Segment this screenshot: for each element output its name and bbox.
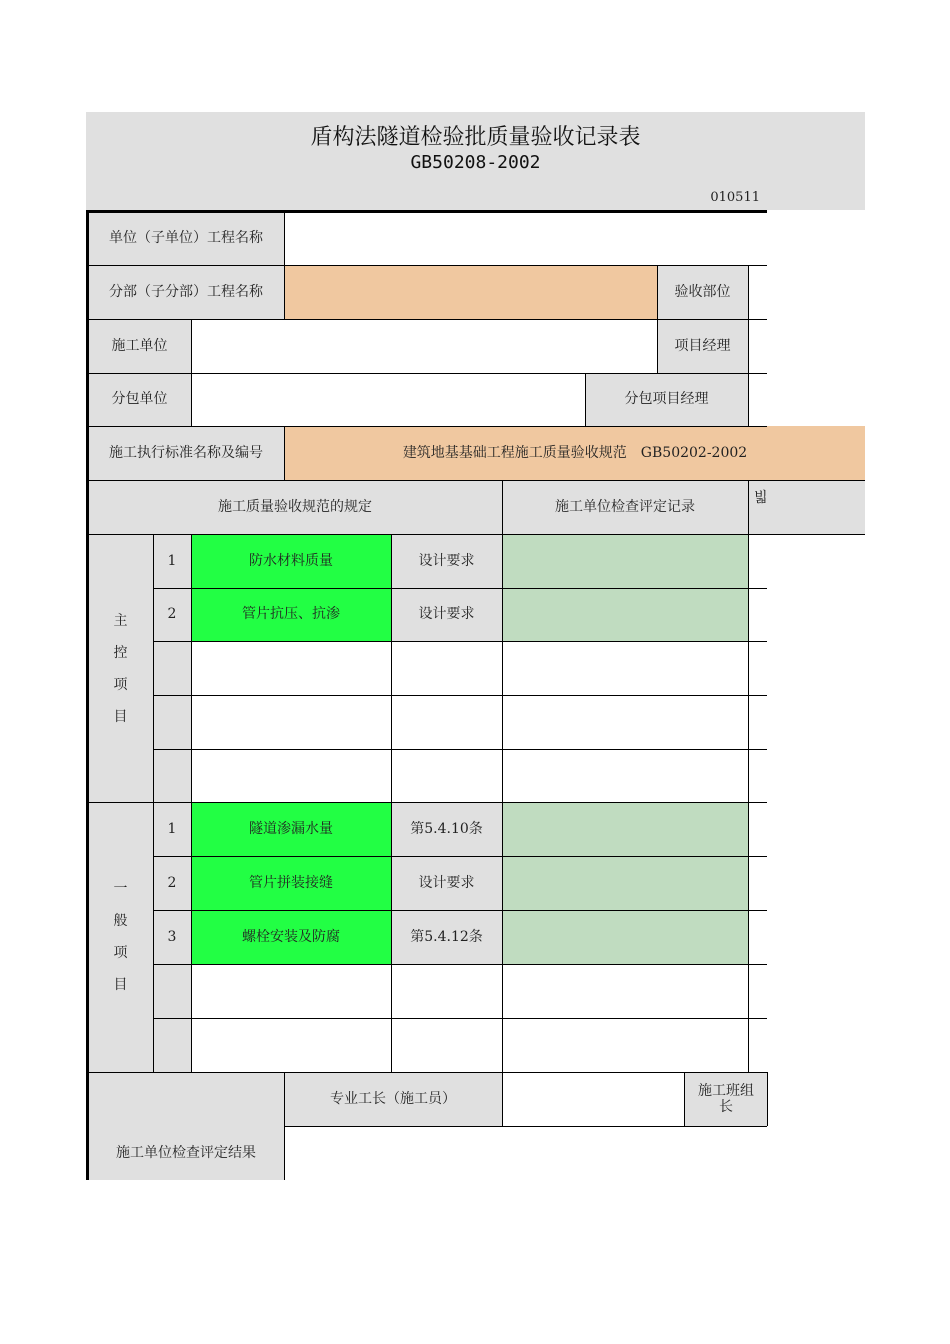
unit-project-label: 单位（子单位）工程名称 [109, 230, 263, 247]
general-record-3[interactable] [502, 910, 748, 964]
acceptance-part-label: 验收部位 [674, 283, 731, 300]
subcontract-unit-value[interactable] [192, 374, 585, 426]
team-leader-label: 施工班组长 [698, 1082, 754, 1115]
acceptance-part-value[interactable] [749, 266, 767, 319]
general-char: 般 [113, 913, 128, 929]
main-control-char: 主 [113, 613, 128, 629]
supervision-header-partial: 빏 [754, 489, 768, 506]
general-record-2[interactable] [502, 856, 748, 910]
general-row-1-no: 1 [167, 820, 177, 837]
subcontract-unit-label: 分包单位 [111, 391, 168, 408]
general-char: 项 [113, 945, 128, 961]
main-control-char: 目 [113, 709, 128, 725]
form-code: 010511 [710, 189, 760, 205]
project-manager-label: 项目经理 [674, 337, 731, 354]
foreman-value[interactable] [503, 1073, 684, 1126]
main-control-char: 项 [113, 677, 128, 693]
main-row-2-no: 2 [167, 606, 177, 623]
general-row-3-item: 螺栓安装及防腐 [242, 928, 340, 945]
foreman-label: 专业工长（施工员） [330, 1090, 456, 1107]
general-row-1-req: 第5.4.10条 [410, 820, 483, 837]
main-row-2-item: 管片抗压、抗渗 [242, 606, 340, 623]
main-row-1-req: 设计要求 [418, 552, 475, 569]
general-char: 一 [113, 881, 128, 897]
general-row-3-req: 第5.4.12条 [410, 928, 483, 945]
construction-unit-value[interactable] [192, 320, 657, 373]
general-row-2-item: 管片拼装接缝 [249, 874, 333, 891]
main-row-1-no: 1 [167, 552, 177, 569]
construction-unit-label: 施工单位 [111, 337, 168, 354]
main-control-label [88, 604, 153, 734]
general-row-2-no: 2 [167, 874, 177, 891]
unit-project-value[interactable] [285, 213, 767, 265]
subcontract-manager-label: 分包项目经理 [624, 391, 709, 408]
sub-project-value[interactable] [284, 265, 657, 319]
sub-project-label: 分部（子分部）工程名称 [109, 283, 263, 300]
check-result-label: 施工单位检查评定结果 [116, 1144, 256, 1161]
general-row-3-no: 3 [167, 928, 177, 945]
main-row-1-item: 防水材料质量 [249, 552, 333, 569]
form-standard: GB50208-2002 [410, 151, 541, 173]
main-row-2-req: 设计要求 [418, 606, 475, 623]
general-label [88, 872, 153, 1002]
general-row-2-req: 设计要求 [418, 874, 475, 891]
form-title: 盾构法隧道检验批质量验收记录表 [310, 125, 641, 151]
check-result-value[interactable] [285, 1127, 767, 1180]
spec-header: 施工质量验收规范的规定 [218, 498, 372, 515]
standard-label: 施工执行标准名称及编号 [109, 444, 263, 461]
general-record-1[interactable] [502, 802, 748, 856]
standard-value[interactable]: 建筑地基基础工程施工质量验收规范 GB50202-2002 [402, 444, 748, 461]
main-record-1[interactable] [502, 534, 748, 588]
main-record-2[interactable] [502, 588, 748, 641]
check-record-header: 施工单位检查评定记录 [555, 498, 695, 515]
general-row-1-item: 隧道渗漏水量 [249, 820, 333, 837]
main-control-char: 控 [113, 645, 128, 661]
general-char: 目 [113, 977, 128, 993]
